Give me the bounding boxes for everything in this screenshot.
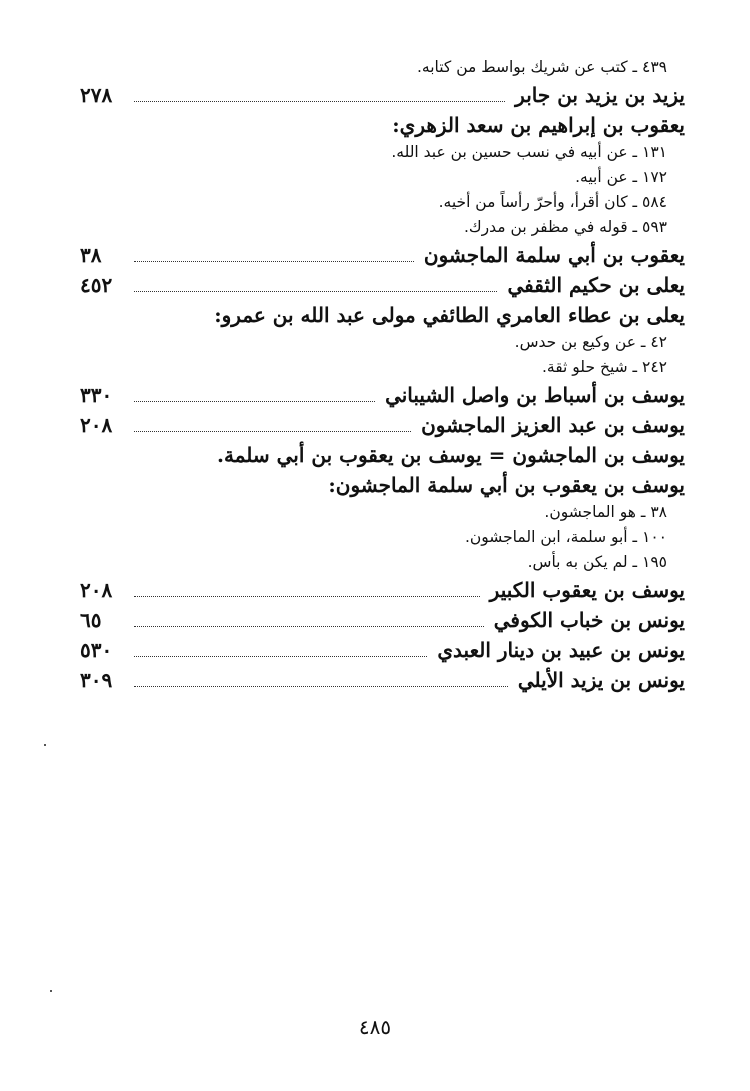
index-subentry: ١٩٥ ـ لم يكن به بأس. [527,553,667,571]
index-entry [80,665,685,695]
index-list [80,55,685,695]
index-subentry: ٤٣٩ ـ كتب عن شريك بواسط من كتابه. [416,58,667,76]
entry-page-number: ٣٨ [80,243,102,267]
entry-name: يونس بن يزيد الأيلي [517,668,685,692]
index-entry [80,380,685,410]
index-entry [80,575,685,605]
entry-name: يعلى بن حكيم الثقفي [507,273,685,297]
leader-dots [134,614,484,627]
leader-dots [134,249,414,262]
index-subentry: ٥٩٣ ـ قوله في مظفر بن مدرك. [463,218,667,236]
index-subentry: ١٧٢ ـ عن أبيه. [575,168,667,186]
index-entry [80,635,685,665]
index-heading: يوسف بن الماجشون = يوسف بن يعقوب بن أبي سلمة. [217,443,685,467]
entry-page-number: ٤٥٢ [80,273,113,297]
page-number: ٤٨٥ [358,1015,392,1039]
leader-dots [134,644,427,657]
leader-dots [134,584,480,597]
index-subentry: ٤٢ ـ عن وكيع بن حدس. [514,333,667,351]
index-subentry: ١٣١ ـ عن أبيه في نسب حسين بن عبد الله. [391,143,667,161]
entry-page-number: ٥٣٠ [80,638,113,662]
index-entry [80,270,685,300]
entry-page-number: ٢٠٨ [80,413,113,437]
index-entry [80,80,685,110]
index-heading: يعقوب بن إبراهيم بن سعد الزهري: [392,113,685,137]
entry-page-number: ٣٠٩ [80,668,113,692]
entry-name: يزيد بن يزيد بن جابر [515,83,685,107]
index-heading: يوسف بن يعقوب بن أبي سلمة الماجشون: [328,473,685,497]
index-subentry: ١٠٠ ـ أبو سلمة، ابن الماجشون. [464,528,667,546]
scan-speck [50,990,52,992]
index-subentry: ٢٤٢ ـ شيخ حلو ثقة. [541,358,667,376]
leader-dots [134,279,497,292]
index-subentry: ٣٨ ـ هو الماجشون. [544,503,667,521]
leader-dots [134,389,375,402]
scan-speck [44,744,46,746]
index-subentry: ٥٨٤ ـ كان أقرأ، وأحرّ رأساً من أخيه. [438,193,667,211]
leader-dots [134,419,411,432]
index-entry [80,605,685,635]
entry-page-number: ٢٠٨ [80,578,113,602]
index-entry [80,240,685,270]
entry-name: يوسف بن عبد العزيز الماجشون [421,413,685,437]
leader-dots [134,674,508,687]
entry-name: يونس بن خباب الكوفي [493,608,685,632]
entry-name: يونس بن عبيد بن دينار العبدي [437,638,685,662]
entry-page-number: ٦٥ [80,608,102,632]
index-entry [80,410,685,440]
entry-page-number: ٢٧٨ [80,83,113,107]
index-heading: يعلى بن عطاء العامري الطائفي مولى عبد الله بن عمرو: [214,303,685,327]
entry-page-number: ٣٣٠ [80,383,113,407]
entry-name: يوسف بن يعقوب الكبير [489,578,685,602]
entry-name: يعقوب بن أبي سلمة الماجشون [423,243,685,267]
entry-name: يوسف بن أسباط بن واصل الشيباني [385,383,685,407]
leader-dots [134,89,505,102]
